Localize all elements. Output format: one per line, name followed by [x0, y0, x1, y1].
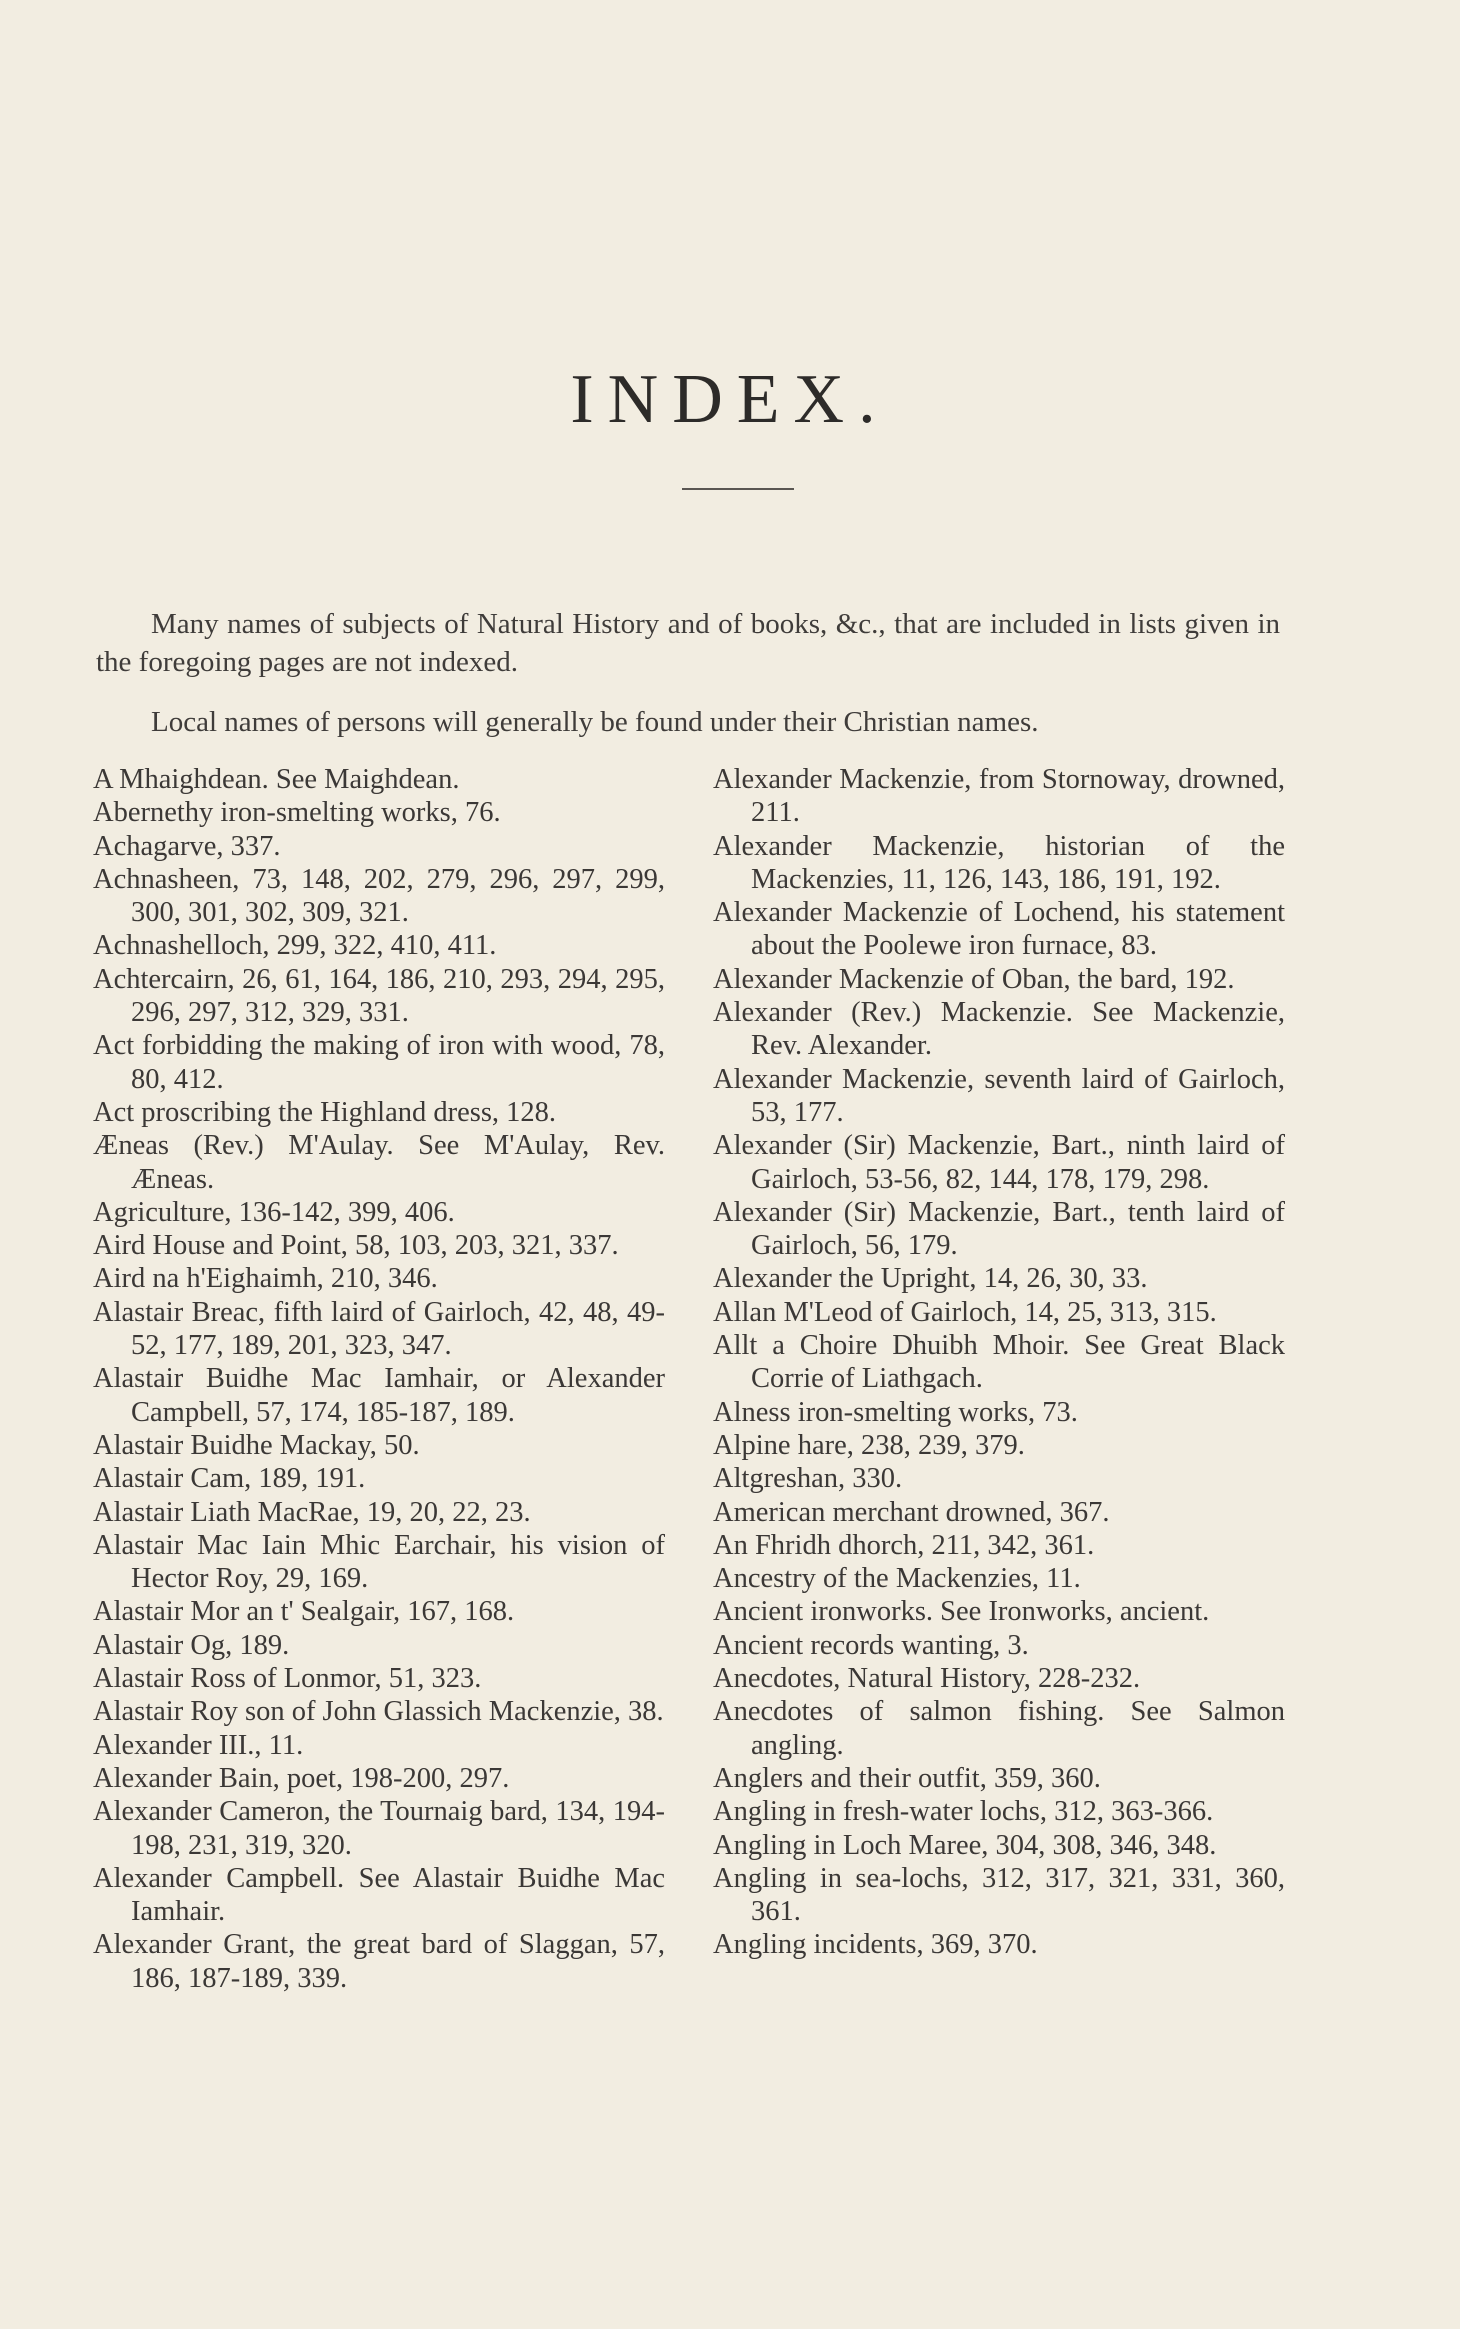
index-entry: Alastair Breac, fifth laird of Gairloch, 42, 48, 49-52, 177, 189, 201, 323, 347.	[93, 1296, 665, 1362]
index-entry: Achtercairn, 26, 61, 164, 186, 210, 293, 294, 295, 296, 297, 312, 329, 331.	[93, 963, 665, 1029]
index-entry: Alexander Mackenzie of Oban, the bard, 192.	[713, 963, 1235, 995]
index-entry: American merchant drowned, 367.	[713, 1496, 1110, 1528]
index-entry: Act proscribing the Highland dress, 128.	[93, 1096, 557, 1128]
index-entry: Abernethy iron-smelting works, 76.	[93, 797, 501, 829]
index-entry: Anecdotes of salmon fishing. See Salmon angling.	[713, 1696, 1285, 1761]
index-entry: Angling in Loch Maree, 304, 308, 346, 348.	[713, 1829, 1217, 1861]
index-entry: Alastair Mac Iain Mhic Earchair, his vision of Hector Roy, 29, 169.	[93, 1529, 665, 1595]
index-entry: Alexander Cameron, the Tournaig bard, 134, 194-198, 231, 319, 320.	[93, 1796, 665, 1861]
index-entry: Alastair Og, 189.	[93, 1629, 290, 1661]
index-entry: Alexander (Rev.) Mackenzie. See Mackenzie, Rev. Alexander.	[713, 997, 1285, 1062]
index-entry: Ancient records wanting, 3.	[713, 1629, 1029, 1661]
index-entry: Ancestry of the Mackenzies, 11.	[713, 1563, 1081, 1595]
index-entry: Aird House and Point, 58, 103, 203, 321, 337.	[93, 1230, 619, 1262]
page-title: INDEX.	[570, 361, 890, 438]
index-entry: Alexander (Sir) Mackenzie, Bart., tenth laird of Gairloch, 56, 179.	[713, 1196, 1285, 1262]
index-entry: Alexander III., 11.	[93, 1729, 304, 1761]
index-entry: Alastair Mor an t' Sealgair, 167, 168.	[93, 1596, 515, 1628]
index-entry: Alastair Buidhe Mackay, 50.	[93, 1429, 420, 1461]
index-entry: Angling incidents, 369, 370.	[713, 1929, 1038, 1961]
index-entry: Angling in sea-lochs, 312, 317, 321, 331, 360, 361.	[713, 1862, 1285, 1928]
index-entry: Alexander Mackenzie, seventh laird of Gairloch, 53, 177.	[713, 1063, 1285, 1128]
note-local-names: Local names of persons will generally be found under their Christian names.	[151, 706, 1039, 738]
index-entry: Æneas (Rev.) M'Aulay. See M'Aulay, Rev. Æneas.	[93, 1130, 665, 1195]
index-entry: Act forbidding the making of iron with wood, 78, 80, 412.	[93, 1030, 665, 1095]
index-entry: Ancient ironworks. See Ironworks, ancient.	[713, 1596, 1210, 1628]
index-entry: Alness iron-smelting works, 73.	[713, 1396, 1078, 1428]
note-natural-history: Many names of subjects of Natural History and of books, &c., that are included in lists given in the foregoing pages are not indexed.	[96, 608, 1280, 678]
index-entry: Allan M'Leod of Gairloch, 14, 25, 313, 315.	[713, 1296, 1217, 1328]
index-entry: Achagarve, 337.	[93, 830, 281, 862]
index-entry: Alexander Mackenzie, historian of the Mackenzies, 11, 126, 143, 186, 191, 192.	[713, 830, 1285, 895]
index-column-right	[713, 763, 1285, 1995]
index-entry: Alexander Grant, the great bard of Slaggan, 57, 186, 187-189, 339.	[93, 1929, 665, 1994]
index-notes	[96, 605, 1280, 741]
index-entry: Achnasheen, 73, 148, 202, 279, 296, 297, 299, 300, 301, 302, 309, 321.	[93, 863, 665, 929]
index-entry: An Fhridh dhorch, 211, 342, 361.	[713, 1529, 1095, 1561]
index-entry: Altgreshan, 330.	[713, 1463, 903, 1495]
index-entry: A Mhaighdean. See Maighdean.	[93, 764, 460, 795]
index-entry: Alastair Roy son of John Glassich Mackenzie, 38.	[93, 1696, 664, 1728]
index-entry: Alexander Bain, poet, 198-200, 297.	[93, 1762, 510, 1794]
index-column-left	[93, 763, 665, 1995]
index-entry: Angling in fresh-water lochs, 312, 363-366.	[713, 1796, 1214, 1828]
index-entry: Alastair Ross of Lonmor, 51, 323.	[93, 1663, 482, 1695]
title-rule	[682, 488, 794, 490]
index-entry: Alpine hare, 238, 239, 379.	[713, 1429, 1025, 1461]
index-entry: Alastair Cam, 189, 191.	[93, 1463, 366, 1495]
index-entry: Alexander Campbell. See Alastair Buidhe Mac Iamhair.	[93, 1862, 665, 1928]
index-entry: Alexander Mackenzie of Lochend, his statement about the Poolewe iron furnace, 83.	[713, 897, 1285, 962]
index-entry: Alexander Mackenzie, from Stornoway, drowned, 211.	[713, 764, 1285, 829]
index-entry: Alexander the Upright, 14, 26, 30, 33.	[713, 1263, 1148, 1295]
index-entry: Alastair Buidhe Mac Iamhair, or Alexander Campbell, 57, 174, 185-187, 189.	[93, 1363, 665, 1428]
index-entry: Alastair Liath MacRae, 19, 20, 22, 23.	[93, 1496, 531, 1528]
index-entry: Alexander (Sir) Mackenzie, Bart., ninth laird of Gairloch, 53-56, 82, 144, 178, 179, 298.	[713, 1130, 1285, 1195]
index-entry: Aird na h'Eighaimh, 210, 346.	[93, 1263, 438, 1295]
index-entry: Achnashelloch, 299, 322, 410, 411.	[93, 930, 497, 962]
index-entry: Anglers and their outfit, 359, 360.	[713, 1762, 1101, 1794]
page-header	[0, 360, 1460, 490]
index-entry: Anecdotes, Natural History, 228-232.	[713, 1663, 1141, 1695]
index-entry: Allt a Choire Dhuibh Mhoir. See Great Black Corrie of Liathgach.	[713, 1330, 1285, 1395]
index-entry: Agriculture, 136-142, 399, 406.	[93, 1196, 455, 1228]
index-columns	[93, 763, 1285, 1995]
